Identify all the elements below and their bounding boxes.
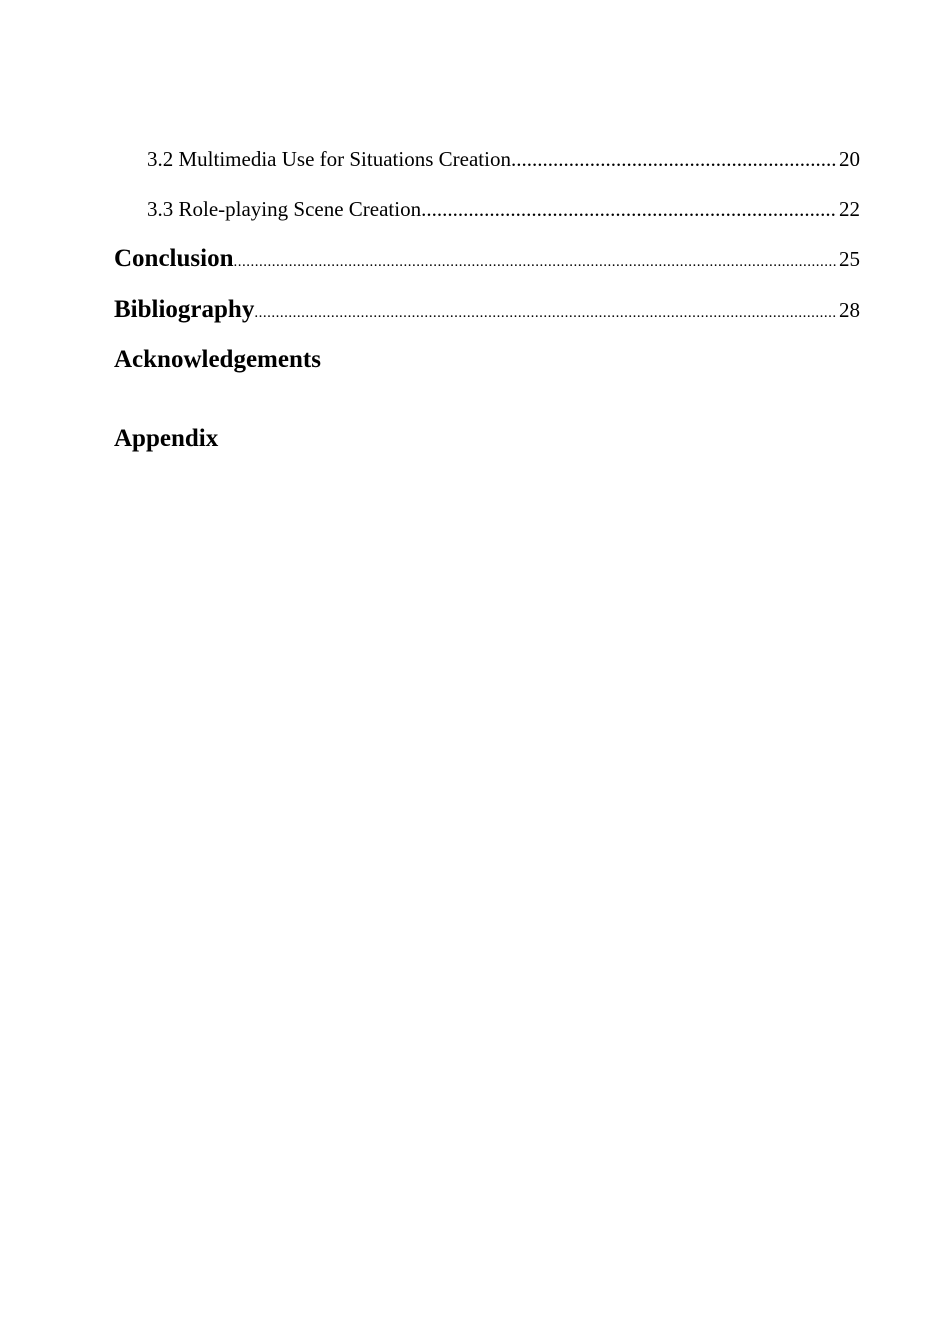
- toc-entry-page-number: 20: [839, 147, 860, 171]
- dot-leader: [511, 147, 837, 172]
- dot-leader: [254, 305, 837, 322]
- toc-entry-bibliography: [114, 296, 860, 324]
- toc-entry-label: Conclusion: [114, 245, 234, 272]
- dot-leader: [233, 254, 837, 271]
- toc-entry-conclusion: [114, 245, 860, 273]
- toc-entry-3-3: [147, 197, 860, 222]
- toc-entry-label: Bibliography: [114, 296, 255, 323]
- toc-entry-page-number: 28: [839, 298, 860, 322]
- toc-entry-label: 3.3 Role-playing Scene Creation: [147, 197, 422, 221]
- toc-entry-page-number: 25: [839, 247, 860, 271]
- toc-entry-label: 3.2 Multimedia Use for Situations Creation: [147, 147, 511, 171]
- toc-entry-appendix: Appendix: [114, 425, 219, 452]
- toc-entry-acknowledgements: Acknowledgements: [114, 346, 321, 373]
- toc-entry-3-2: [147, 147, 860, 172]
- toc-entry-page-number: 22: [839, 197, 860, 221]
- dot-leader: [421, 197, 837, 222]
